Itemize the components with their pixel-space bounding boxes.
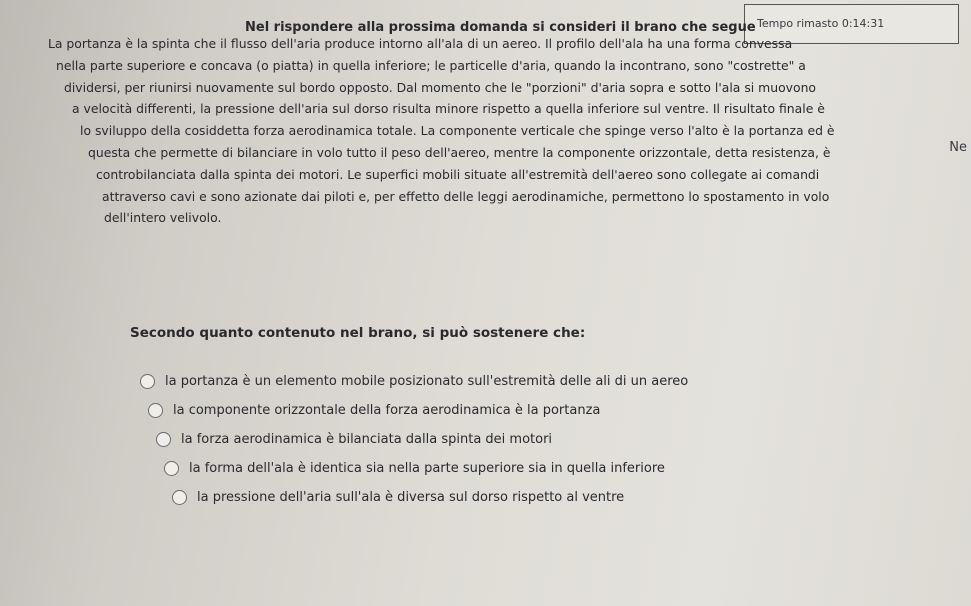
passage-line: nella parte superiore e concava (o piatta) in quella inferiore; le particelle d'aria, quando la incontrano, sono "costrette" a (56, 57, 806, 73)
answer-option-c[interactable] (156, 425, 688, 454)
radio-button[interactable] (156, 432, 171, 447)
timer-text: Tempo rimasto 0:14:31 (757, 17, 885, 30)
answer-option-e[interactable] (172, 483, 688, 512)
answer-option-a[interactable] (140, 367, 688, 396)
radio-button[interactable] (140, 374, 155, 389)
answer-option-label: la forza aerodinamica è bilanciata dalla spinta dei motori (181, 432, 553, 447)
radio-button[interactable] (164, 461, 179, 476)
answer-option-label: la componente orizzontale della forza aerodinamica è la portanza (173, 403, 601, 418)
question-prompt: Secondo quanto contenuto nel brano, si può sostenere che: (130, 325, 586, 341)
answer-option-b[interactable] (148, 396, 688, 425)
answer-options (140, 367, 688, 512)
answer-option-label: la portanza è un elemento mobile posizionato sull'estremità delle ali di un aereo (165, 374, 689, 389)
answer-option-label: la forma dell'ala è identica sia nella parte superiore sia in quella inferiore (189, 461, 665, 476)
edge-fragment-text: Ne (949, 140, 967, 155)
answer-option-label: la pressione dell'aria sull'ala è diversa sul dorso rispetto al ventre (197, 490, 625, 505)
passage-line: La portanza è la spinta che il flusso dell'aria produce intorno all'ala di un aereo. Il profilo dell'ala ha una forma convessa (48, 36, 793, 51)
passage-line: a velocità differenti, la pressione dell'aria sul dorso risulta minore rispetto a quella inferiore sul ventre. Il risultato finale è (72, 101, 825, 117)
question-instruction: Nel rispondere alla prossima domanda si consideri il brano che segue (245, 20, 756, 35)
passage-text (40, 30, 940, 229)
passage-line: controbilanciata dalla spinta dei motori. Le superfici mobili situate all'estremità dell'aereo sono collegate ai comandi (96, 166, 820, 182)
passage-line: lo sviluppo della cosiddetta forza aerodinamica totale. La componente verticale che spinge verso l'alto è la portanza ed è (80, 123, 835, 139)
passage-line: dividersi, per riunirsi nuovamente sul bordo opposto. Dal momento che le "porzioni" d'aria sopra e sotto l'ala si muovono (64, 79, 817, 95)
radio-button[interactable] (148, 403, 163, 418)
passage-line: dell'intero velivolo. (104, 210, 222, 226)
passage-line: attraverso cavi e sono azionate dai piloti e, per effetto delle leggi aerodinamiche, permettono lo spostamento in volo (102, 188, 830, 204)
answer-option-d[interactable] (164, 454, 688, 483)
passage-line: questa che permette di bilanciare in volo tutto il peso dell'aereo, mentre la componente orizzontale, detta resistenza, è (88, 144, 831, 160)
radio-button[interactable] (172, 490, 187, 505)
